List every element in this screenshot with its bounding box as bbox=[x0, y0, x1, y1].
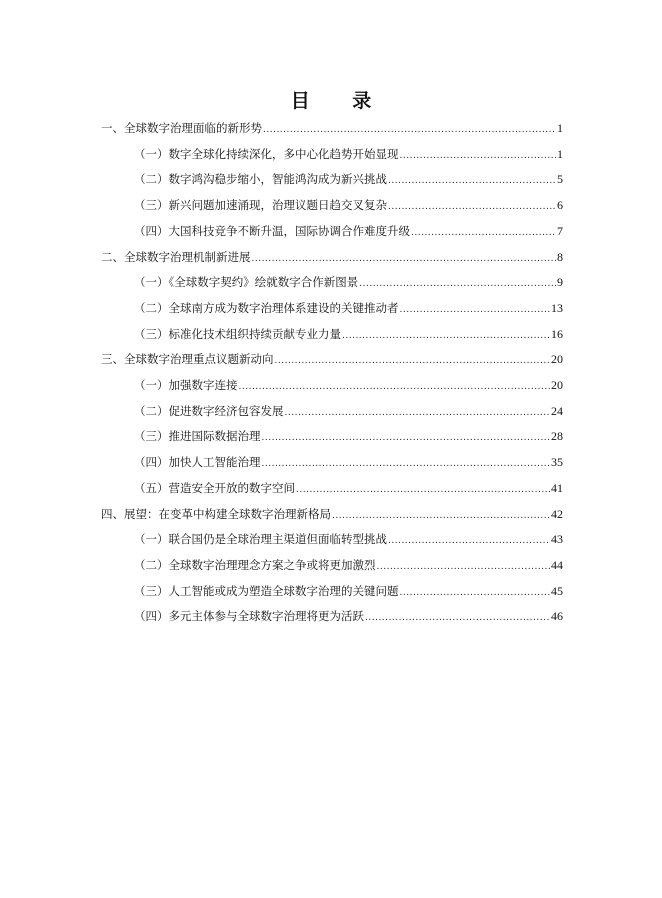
toc-dot-leader bbox=[239, 379, 551, 395]
toc-page-number: 41 bbox=[551, 480, 563, 495]
toc-section-entry[interactable] bbox=[134, 608, 563, 624]
toc-page-number: 45 bbox=[551, 583, 563, 598]
toc-section-entry[interactable] bbox=[134, 583, 563, 599]
toc-page-number: 43 bbox=[551, 532, 563, 547]
toc-page-number: 46 bbox=[551, 609, 563, 624]
toc-entry-title: （三）推进国际数据治理 bbox=[134, 429, 261, 444]
toc-section-entry[interactable] bbox=[134, 326, 563, 342]
toc-dot-leader bbox=[296, 482, 550, 498]
toc-page-number: 28 bbox=[551, 429, 563, 444]
toc-page-number: 6 bbox=[557, 198, 563, 213]
toc-chapter-entry[interactable] bbox=[101, 249, 563, 265]
toc-entry-title: 二、全球数字治理机制新进展 bbox=[101, 249, 251, 264]
toc-entry-title: （二）促进数字经济包容发展 bbox=[134, 403, 284, 418]
toc-dot-leader bbox=[263, 122, 556, 138]
toc-entry-title: （四）加快人工智能治理 bbox=[134, 455, 261, 470]
toc-page-number: 24 bbox=[551, 403, 563, 418]
toc-page-number: 20 bbox=[551, 378, 563, 392]
toc-dot-leader bbox=[365, 610, 550, 626]
toc-dot-leader bbox=[400, 302, 551, 318]
toc-dot-leader bbox=[400, 585, 551, 601]
toc-page-number: 44 bbox=[551, 557, 563, 572]
toc-entry-title: （三）人工智能或成为塑造全球数字治理的关键问题 bbox=[134, 583, 399, 598]
toc-page-number: 35 bbox=[551, 455, 563, 470]
toc-section-entry[interactable] bbox=[134, 531, 563, 547]
toc-entry-title: （一）联合国仍是全球治理主渠道但面临转型挑战 bbox=[134, 532, 387, 547]
toc-chapter-entry[interactable] bbox=[101, 506, 563, 522]
toc-dot-leader bbox=[275, 353, 551, 369]
toc-dot-leader bbox=[342, 328, 550, 344]
toc-entry-title: 三、全球数字治理重点议题新动向 bbox=[101, 352, 274, 367]
toc-entry-title: （三）新兴问题加速涌现，治理议题日趋交叉复杂 bbox=[134, 198, 387, 213]
toc-page-number: 8 bbox=[557, 249, 563, 264]
toc-entry-title: 一、全球数字治理面临的新形势 bbox=[101, 121, 262, 135]
toc-dot-leader bbox=[377, 559, 551, 575]
toc-entry-title: （四）多元主体参与全球数字治理将更为活跃 bbox=[134, 609, 364, 624]
toc-dot-leader bbox=[359, 276, 556, 292]
toc-entry-title: （二）全球南方成为数字治理体系建设的关键推动者 bbox=[134, 300, 399, 315]
toc-entry-title: （二）全球数字治理理念方案之争或将更加激烈 bbox=[134, 557, 376, 572]
toc-section-entry[interactable] bbox=[134, 274, 563, 290]
toc-dot-leader bbox=[388, 199, 556, 215]
toc-dot-leader bbox=[285, 405, 551, 421]
toc-entry-title: （四）大国科技竞争不断升温，国际协调合作难度升级 bbox=[134, 223, 410, 238]
toc-entry-title: （一）加强数字连接 bbox=[134, 378, 238, 392]
toc-entry-title: （三）标准化技术组织持续贡献专业力量 bbox=[134, 326, 341, 341]
toc-section-entry[interactable] bbox=[134, 171, 563, 187]
toc-page-number: 13 bbox=[551, 300, 563, 315]
toc-entry-title: 四、展望：在变革中构建全球数字治理新格局 bbox=[101, 506, 331, 521]
toc-section-entry[interactable] bbox=[134, 480, 563, 496]
toc-section-entry[interactable] bbox=[134, 377, 563, 393]
toc-page-number: 16 bbox=[551, 326, 563, 341]
toc-entry-title: （五）营造安全开放的数字空间 bbox=[134, 480, 295, 495]
toc-chapter-entry[interactable] bbox=[101, 120, 563, 136]
toc-dot-leader bbox=[411, 225, 556, 241]
toc-dot-leader bbox=[252, 251, 557, 267]
toc-section-entry[interactable] bbox=[134, 557, 563, 573]
toc-dot-leader bbox=[262, 456, 551, 472]
toc-section-entry[interactable] bbox=[134, 454, 563, 470]
toc-entry-title: （二）数字鸿沟稳步缩小，智能鸿沟成为新兴挑战 bbox=[134, 172, 387, 187]
toc-entry-title: （一）《全球数字契约》绘就数字合作新图景 bbox=[134, 275, 359, 290]
toc-section-entry[interactable] bbox=[134, 403, 563, 419]
toc-section-entry[interactable] bbox=[134, 197, 563, 213]
toc-page-number: 42 bbox=[551, 506, 563, 521]
toc-page-number: 20 bbox=[551, 352, 563, 367]
toc-page-number: 9 bbox=[557, 275, 563, 290]
toc-entry-title: （一）数字全球化持续深化，多中心化趋势开始显现 bbox=[134, 146, 399, 161]
toc-page-number: 1 bbox=[557, 146, 563, 161]
toc-page-number: 5 bbox=[557, 172, 563, 187]
toc-dot-leader bbox=[388, 533, 550, 549]
toc-page-number: 7 bbox=[557, 223, 563, 238]
toc-section-entry[interactable] bbox=[134, 223, 563, 239]
toc-dot-leader bbox=[388, 173, 556, 189]
toc-dot-leader bbox=[262, 430, 551, 446]
toc-section-entry[interactable] bbox=[134, 428, 563, 444]
toc-chapter-entry[interactable] bbox=[101, 351, 563, 367]
toc-dot-leader bbox=[400, 148, 557, 164]
toc-dot-leader bbox=[332, 508, 550, 524]
toc-section-entry[interactable] bbox=[134, 146, 563, 162]
toc-section-entry[interactable] bbox=[134, 300, 563, 316]
toc-page-number: 1 bbox=[557, 121, 563, 135]
page-title: 目 录 bbox=[290, 90, 390, 112]
